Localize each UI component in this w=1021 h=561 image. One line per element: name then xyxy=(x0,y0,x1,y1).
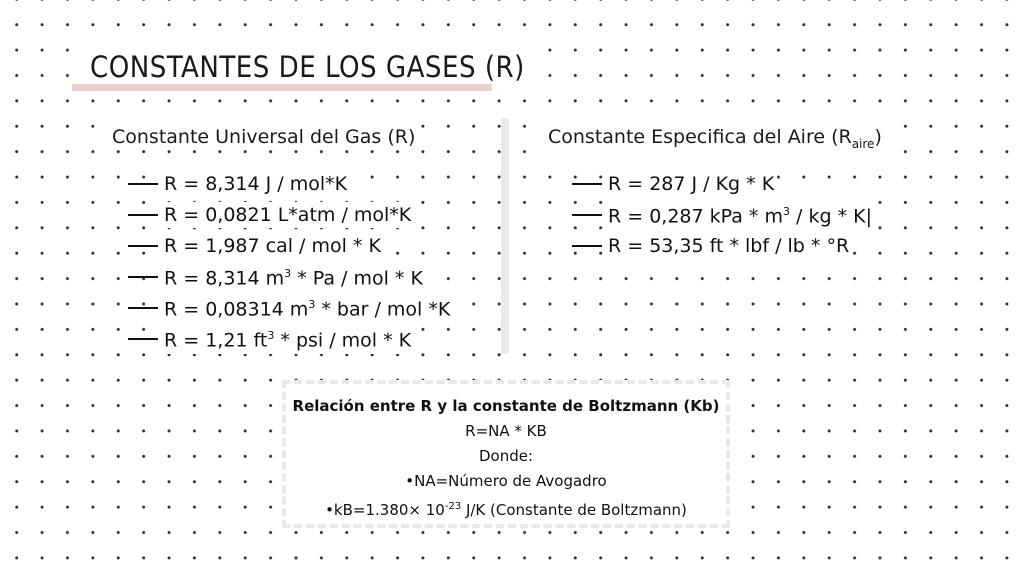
air-constant-list xyxy=(572,168,875,261)
formula-part: * Pa / mol * K xyxy=(291,267,423,290)
where-label: Donde: xyxy=(478,447,534,465)
formula-item xyxy=(572,199,875,230)
formula-part: R = 0,08314 m xyxy=(164,298,309,321)
formula-text xyxy=(161,261,426,291)
dash-bullet-icon xyxy=(128,214,158,216)
kb-definition-part: •kB=1.380× 10 xyxy=(325,501,445,519)
na-definition: •NA=Número de Avogadro xyxy=(405,472,607,490)
formula-item xyxy=(128,261,453,292)
air-heading-main: Constante Especifica del Aire (R xyxy=(548,126,852,148)
air-constant-heading xyxy=(544,124,886,157)
formula-item xyxy=(128,199,453,230)
dash-bullet-icon xyxy=(128,338,158,340)
universal-constant-heading: Constante Universal del Gas (R) xyxy=(108,124,419,150)
formula-item xyxy=(128,292,453,323)
dash-bullet-icon xyxy=(128,276,158,278)
air-heading-subscript: aire xyxy=(851,136,875,151)
boltzmann-relation-box xyxy=(282,380,730,528)
formula-part: R = 0,287 kPa * m xyxy=(608,205,783,228)
formula-part: R = 8,314 m xyxy=(164,267,285,290)
kb-exponent: -23 xyxy=(444,501,462,512)
formula-text: R = 8,314 J / mol*K xyxy=(161,171,350,197)
formula-text xyxy=(161,323,414,353)
column-divider xyxy=(501,118,509,354)
kb-definition-part: J/K (Constante de Boltzmann) xyxy=(461,501,687,519)
formula-text xyxy=(605,199,875,229)
dash-bullet-icon xyxy=(128,307,158,309)
formula-text: R = 287 J / Kg * K xyxy=(605,171,777,197)
formula-exponent: 3 xyxy=(284,267,292,281)
dash-bullet-icon xyxy=(572,245,602,247)
formula-part: / kg * K| xyxy=(789,205,872,228)
formula-item xyxy=(128,323,453,354)
formula-text: R = 53,35 ft * lbf / lb * °R xyxy=(605,233,852,259)
formula-text: R = 0,0821 L*atm / mol*K xyxy=(161,202,414,228)
title-underline xyxy=(72,84,492,91)
relation-title: Relación entre R y la constante de Boltzmann (Kb) xyxy=(292,397,720,415)
formula-part: * psi / mol * K xyxy=(274,329,412,352)
kb-definition xyxy=(286,494,726,523)
formula-part: * bar / mol *K xyxy=(315,298,451,321)
formula-text xyxy=(161,292,453,322)
formula-item xyxy=(128,230,453,261)
formula-exponent: 3 xyxy=(267,329,275,343)
formula-part: R = 1,21 ft xyxy=(164,329,268,352)
formula-item xyxy=(128,168,453,199)
universal-constant-list xyxy=(128,168,453,354)
formula-item xyxy=(572,168,875,199)
dash-bullet-icon xyxy=(128,183,158,185)
formula-item xyxy=(572,230,875,261)
air-heading-end: ) xyxy=(874,126,882,148)
formula-text: R = 1,987 cal / mol * K xyxy=(161,233,384,259)
dash-bullet-icon xyxy=(572,214,602,216)
dash-bullet-icon xyxy=(128,245,158,247)
formula-exponent: 3 xyxy=(782,205,790,219)
dash-bullet-icon xyxy=(572,183,602,185)
page-title: CONSTANTES DE LOS GASES (R) xyxy=(86,48,529,86)
relation-equation: R=NA * KB xyxy=(465,422,547,440)
formula-exponent: 3 xyxy=(308,298,316,312)
